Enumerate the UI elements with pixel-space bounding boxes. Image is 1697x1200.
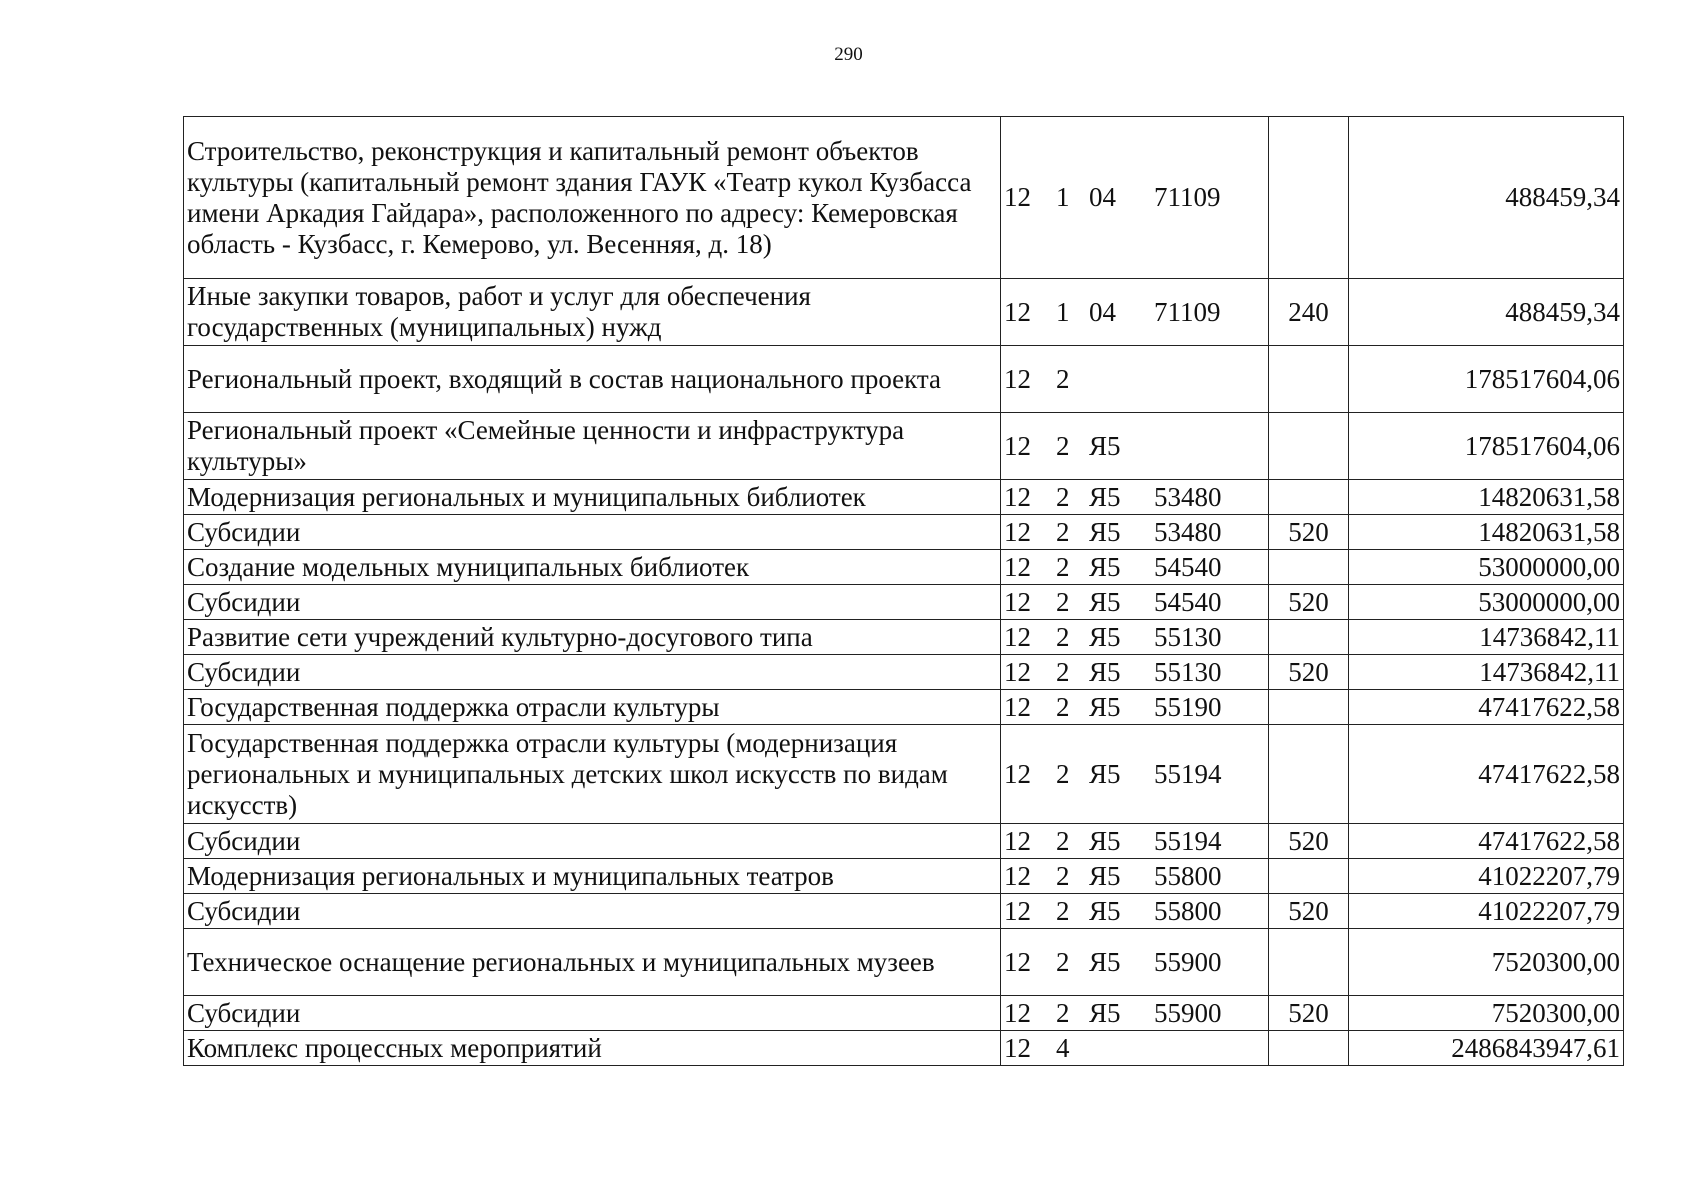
row-amount: 41022207,79 (1349, 894, 1624, 929)
row-codes (1001, 585, 1269, 620)
row-name: Модернизация региональных и муниципальных библиотек (184, 480, 1001, 515)
row-expense-type: 520 (1269, 894, 1349, 929)
row-name: Строительство, реконструкция и капитальный ремонт объектов культуры (капитальный ремонт здания ГАУК «Театр кукол Кузбасса имени Аркадия Гайдара», расположенного по адресу: Кемеровская область - Кузбасс, г. Кемерово, ул. Весенняя, д. 18) (184, 117, 1001, 279)
table-row (184, 1031, 1624, 1066)
row-expense-type (1269, 550, 1349, 585)
code-section: 12 (1004, 946, 1031, 977)
code-section: 12 (1004, 182, 1031, 212)
code-program: 4 (1056, 1032, 1070, 1063)
row-name: Региональный проект «Семейные ценности и инфраструктура культуры» (184, 413, 1001, 480)
row-amount: 7520300,00 (1349, 996, 1624, 1031)
code-direction: 53480 (1154, 481, 1222, 512)
table-row (184, 859, 1624, 894)
table-row (184, 480, 1624, 515)
table-row (184, 620, 1624, 655)
budget-table (183, 116, 1624, 1066)
code-subprogram: Я5 (1089, 586, 1121, 617)
code-section: 12 (1004, 997, 1031, 1028)
code-program: 2 (1056, 758, 1070, 789)
code-section: 12 (1004, 430, 1031, 461)
row-name: Субсидии (184, 515, 1001, 550)
table-row (184, 824, 1624, 859)
table-row (184, 655, 1624, 690)
row-codes (1001, 690, 1269, 725)
code-section: 12 (1004, 363, 1031, 394)
row-name: Модернизация региональных и муниципальных театров (184, 859, 1001, 894)
code-program: 1 (1056, 296, 1070, 327)
row-codes (1001, 620, 1269, 655)
row-name: Техническое оснащение региональных и муниципальных музеев (184, 929, 1001, 996)
table-row (184, 894, 1624, 929)
code-program: 2 (1056, 621, 1070, 652)
code-direction: 53480 (1154, 516, 1222, 547)
row-amount: 47417622,58 (1349, 824, 1624, 859)
row-codes (1001, 279, 1269, 346)
code-program: 2 (1056, 516, 1070, 547)
row-expense-type (1269, 859, 1349, 894)
code-section: 12 (1004, 296, 1031, 327)
row-expense-type (1269, 690, 1349, 725)
row-amount: 488459,34 (1349, 117, 1624, 279)
row-codes (1001, 515, 1269, 550)
row-codes (1001, 480, 1269, 515)
row-name: Субсидии (184, 824, 1001, 859)
code-section: 12 (1004, 691, 1031, 722)
table-row (184, 550, 1624, 585)
code-subprogram: Я5 (1089, 758, 1121, 789)
row-amount: 488459,34 (1349, 279, 1624, 346)
table-row (184, 929, 1624, 996)
row-name: Комплекс процессных мероприятий (184, 1031, 1001, 1066)
row-codes (1001, 550, 1269, 585)
table-row (184, 585, 1624, 620)
code-subprogram: Я5 (1089, 551, 1121, 582)
row-expense-type (1269, 929, 1349, 996)
row-amount: 178517604,06 (1349, 413, 1624, 480)
code-section: 12 (1004, 758, 1031, 789)
table-row (184, 346, 1624, 413)
code-subprogram: Я5 (1089, 516, 1121, 547)
row-codes (1001, 1031, 1269, 1066)
code-section: 12 (1004, 895, 1031, 926)
table-row (184, 996, 1624, 1031)
row-codes (1001, 996, 1269, 1031)
code-section: 12 (1004, 860, 1031, 891)
row-expense-type (1269, 620, 1349, 655)
code-direction: 55194 (1154, 758, 1222, 789)
row-codes (1001, 655, 1269, 690)
row-amount: 14736842,11 (1349, 655, 1624, 690)
row-amount: 14820631,58 (1349, 515, 1624, 550)
code-subprogram: Я5 (1089, 656, 1121, 687)
row-expense-type (1269, 346, 1349, 413)
row-name: Развитие сети учреждений культурно-досугового типа (184, 620, 1001, 655)
row-expense-type: 520 (1269, 515, 1349, 550)
row-expense-type (1269, 1031, 1349, 1066)
row-amount: 14820631,58 (1349, 480, 1624, 515)
code-program: 1 (1056, 182, 1070, 212)
row-codes (1001, 117, 1269, 279)
row-amount: 47417622,58 (1349, 690, 1624, 725)
row-amount: 53000000,00 (1349, 550, 1624, 585)
code-direction: 55130 (1154, 656, 1222, 687)
code-program: 2 (1056, 656, 1070, 687)
table-row (184, 413, 1624, 480)
row-expense-type: 520 (1269, 585, 1349, 620)
code-program: 2 (1056, 551, 1070, 582)
code-direction: 55194 (1154, 825, 1222, 856)
code-program: 2 (1056, 430, 1070, 461)
row-codes (1001, 894, 1269, 929)
row-expense-type: 520 (1269, 655, 1349, 690)
row-expense-type (1269, 117, 1349, 279)
code-program: 2 (1056, 895, 1070, 926)
code-direction: 55800 (1154, 860, 1222, 891)
code-subprogram: Я5 (1089, 895, 1121, 926)
code-program: 2 (1056, 946, 1070, 977)
code-direction: 71109 (1154, 296, 1221, 327)
code-program: 2 (1056, 691, 1070, 722)
row-codes (1001, 859, 1269, 894)
code-program: 2 (1056, 860, 1070, 891)
code-section: 12 (1004, 656, 1031, 687)
table-row (184, 690, 1624, 725)
table-row (184, 515, 1624, 550)
code-direction: 55900 (1154, 946, 1222, 977)
row-expense-type: 240 (1269, 279, 1349, 346)
row-name: Государственная поддержка отрасли культуры (модернизация региональных и муниципальных детских школ искусств по видам искусств) (184, 725, 1001, 824)
row-name: Иные закупки товаров, работ и услуг для обеспечения государственных (муниципальных) нужд (184, 279, 1001, 346)
code-section: 12 (1004, 1032, 1031, 1063)
code-direction: 71109 (1154, 182, 1221, 212)
code-program: 2 (1056, 825, 1070, 856)
code-direction: 54540 (1154, 586, 1222, 617)
code-direction: 55130 (1154, 621, 1222, 652)
row-expense-type: 520 (1269, 996, 1349, 1031)
row-name: Субсидии (184, 996, 1001, 1031)
row-expense-type (1269, 480, 1349, 515)
row-amount: 7520300,00 (1349, 929, 1624, 996)
row-codes (1001, 413, 1269, 480)
code-direction: 54540 (1154, 551, 1222, 582)
row-expense-type: 520 (1269, 824, 1349, 859)
row-amount: 53000000,00 (1349, 585, 1624, 620)
code-subprogram: Я5 (1089, 430, 1121, 461)
code-subprogram: Я5 (1089, 997, 1121, 1028)
code-subprogram: 04 (1089, 182, 1116, 212)
code-subprogram: 04 (1089, 296, 1116, 327)
row-codes (1001, 824, 1269, 859)
code-program: 2 (1056, 481, 1070, 512)
code-program: 2 (1056, 997, 1070, 1028)
row-amount: 14736842,11 (1349, 620, 1624, 655)
row-amount: 2486843947,61 (1349, 1031, 1624, 1066)
code-direction: 55900 (1154, 997, 1222, 1028)
code-section: 12 (1004, 621, 1031, 652)
page-number: 290 (834, 44, 863, 65)
row-name: Субсидии (184, 655, 1001, 690)
row-name: Субсидии (184, 894, 1001, 929)
row-codes (1001, 725, 1269, 824)
code-section: 12 (1004, 516, 1031, 547)
code-direction: 55190 (1154, 691, 1222, 722)
row-name: Региональный проект, входящий в состав национального проекта (184, 346, 1001, 413)
code-section: 12 (1004, 551, 1031, 582)
code-subprogram: Я5 (1089, 481, 1121, 512)
row-name: Создание модельных муниципальных библиотек (184, 550, 1001, 585)
table-row (184, 117, 1624, 279)
table-row (184, 725, 1624, 824)
row-expense-type (1269, 413, 1349, 480)
row-codes (1001, 346, 1269, 413)
row-amount: 47417622,58 (1349, 725, 1624, 824)
code-direction: 55800 (1154, 895, 1222, 926)
code-subprogram: Я5 (1089, 860, 1121, 891)
code-subprogram: Я5 (1089, 825, 1121, 856)
row-name: Государственная поддержка отрасли культуры (184, 690, 1001, 725)
code-subprogram: Я5 (1089, 691, 1121, 722)
code-program: 2 (1056, 586, 1070, 617)
row-name: Субсидии (184, 585, 1001, 620)
row-expense-type (1269, 725, 1349, 824)
code-section: 12 (1004, 825, 1031, 856)
code-subprogram: Я5 (1089, 621, 1121, 652)
code-section: 12 (1004, 481, 1031, 512)
code-subprogram: Я5 (1089, 946, 1121, 977)
code-section: 12 (1004, 586, 1031, 617)
row-amount: 178517604,06 (1349, 346, 1624, 413)
row-codes (1001, 929, 1269, 996)
row-amount: 41022207,79 (1349, 859, 1624, 894)
table-row (184, 279, 1624, 346)
code-program: 2 (1056, 363, 1070, 394)
